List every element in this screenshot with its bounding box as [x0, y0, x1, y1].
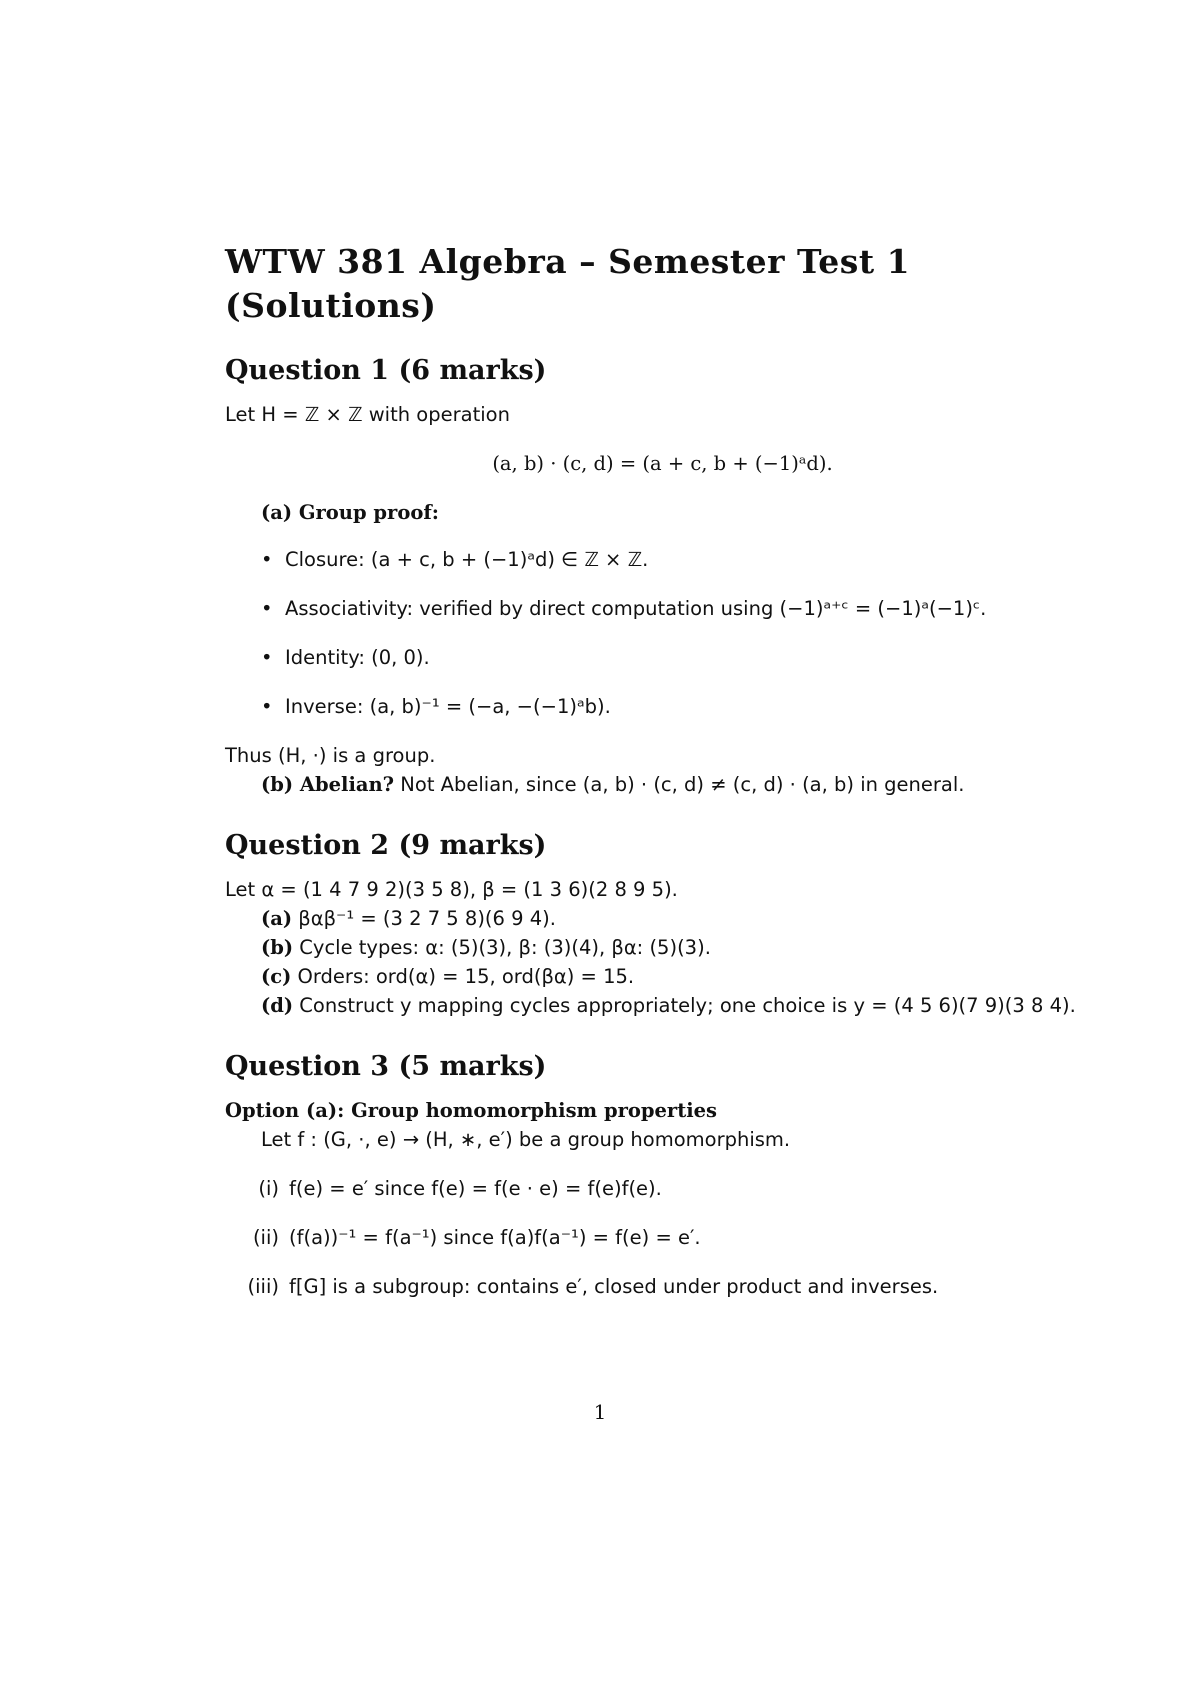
question-1 [225, 354, 1100, 799]
question-3-heading: Question 3 (5 marks) [225, 1051, 547, 1082]
part-b-label: (b) Abelian? [261, 773, 395, 796]
part-a-label: (a) Group proof: [261, 501, 439, 524]
question-3-intro: Let f : (G, ·, e) → (H, ∗, e′) be a group homomorphism. [261, 1128, 791, 1151]
part-label: (c) [261, 965, 292, 988]
part-label: (b) [261, 936, 294, 959]
property-item [225, 1272, 1100, 1301]
item-number: (iii) [247, 1275, 279, 1298]
question-2-heading: Question 2 (9 marks) [225, 830, 547, 861]
page-number: 1 [593, 1400, 607, 1424]
part-text: Cycle types: α: (5)(3), β: (3)(4), βα: (5)(3). [293, 936, 711, 959]
group-conclusion: Thus (H, ·) is a group. [225, 744, 436, 767]
property-item [225, 1223, 1100, 1252]
property-item [225, 1174, 1100, 1203]
part-b-text: Not Abelian, since (a, b) · (c, d) ≠ (c, d) · (a, b) in general. [394, 773, 965, 796]
question-2-part-a [225, 904, 1100, 933]
part-b [225, 770, 1100, 799]
item-text: (f(a))⁻¹ = f(a⁻¹) since f(a)f(a⁻¹) = f(e) = e′. [289, 1226, 701, 1249]
group-axioms-list [225, 545, 1100, 721]
option-heading: Option (a): Group homomorphism properties [225, 1099, 718, 1122]
item-text: f[G] is a subgroup: contains e′, closed under product and inverses. [289, 1275, 939, 1298]
operation-definition: (a, b) · (c, d) = (a + c, b + (−1)ᵃd). [492, 452, 833, 475]
item-number: (i) [258, 1177, 279, 1200]
item-text: f(e) = e′ since f(e) = f(e · e) = f(e)f(e). [289, 1177, 662, 1200]
part-label: (a) [261, 907, 293, 930]
document-title: WTW 381 Algebra – Semester Test 1 (Solutions) [225, 242, 911, 325]
part-text: βαβ⁻¹ = (3 2 7 5 8)(6 9 4). [292, 907, 556, 930]
axiom-associativity: • Associativity: verified by direct computation using (−1)ᵃ⁺ᶜ = (−1)ᵃ(−1)ᶜ. [261, 594, 1100, 623]
homomorphism-properties-list [225, 1174, 1100, 1301]
item-number: (ii) [252, 1226, 279, 1249]
axiom-identity: • Identity: (0, 0). [261, 643, 1100, 672]
question-2-intro: Let α = (1 4 7 9 2)(3 5 8), β = (1 3 6)(2 8 9 5). [225, 878, 678, 901]
axiom-inverse: • Inverse: (a, b)⁻¹ = (−a, −(−1)ᵃb). [261, 692, 1100, 721]
question-2-part-d [225, 991, 1100, 1020]
question-2-part-c [225, 962, 1100, 991]
question-3 [225, 1050, 1100, 1301]
part-label: (d) [261, 994, 294, 1017]
part-text: Construct y mapping cycles appropriately; one choice is y = (4 5 6)(7 9)(3 8 4). [293, 994, 1076, 1017]
question-2-part-b [225, 933, 1100, 962]
axiom-closure: • Closure: (a + c, b + (−1)ᵃd) ∈ ℤ × ℤ. [261, 545, 1100, 574]
document-page [225, 240, 1100, 1331]
question-1-intro: Let H = ℤ × ℤ with operation [225, 403, 510, 426]
part-text: Orders: ord(α) = 15, ord(βα) = 15. [291, 965, 635, 988]
question-1-heading: Question 1 (6 marks) [225, 355, 547, 386]
question-2 [225, 829, 1100, 1020]
